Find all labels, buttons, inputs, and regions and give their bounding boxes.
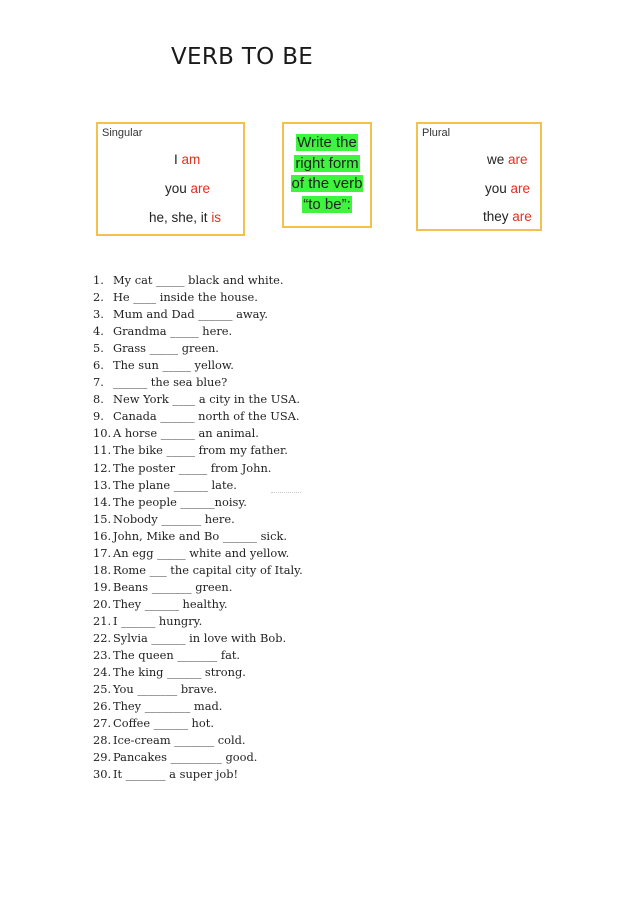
exercise-item [93,545,303,562]
exercise-number: 16. [93,528,112,543]
verb-form: are [512,209,532,224]
exercise-number: 20. [93,596,112,611]
instruction-line: “to be”: [303,195,351,213]
instruction-line: of the verb [291,175,363,192]
exercise-number: 25. [93,682,112,697]
exercise-item [93,596,303,613]
exercise-item [93,681,303,698]
exercise-number: 30. [93,767,112,782]
exercise-number: 5. [93,341,104,356]
pronoun: you [485,181,507,196]
exercise-sentence: New York ____ a city in the USA. [113,392,301,407]
exercise-item [93,749,303,766]
exercise-sentence: Mum and Dad ______ away. [113,307,268,322]
pronoun: they [483,209,509,224]
exercise-item [93,630,303,647]
singular-box [96,122,245,236]
exercise-sentence: They ________ mad. [113,699,223,714]
singular-row [174,152,200,167]
exercise-item [93,562,303,579]
exercise-sentence: The king ______ strong. [113,665,246,680]
verb-form: is [211,210,222,225]
exercise-number: 29. [93,750,112,765]
dotted-mark [271,492,301,494]
exercise-sentence: An egg _____ white and yellow. [113,545,290,560]
exercise-item [93,732,303,749]
exercise-sentence: The plane ______ late. [113,477,237,492]
exercise-item [93,442,303,459]
exercise-item [93,511,303,528]
exercise-sentence: They ______ healthy. [113,596,228,611]
exercise-number: 1. [93,273,104,287]
exercise-number: 8. [93,392,104,407]
exercise-sentence: ______ the sea blue? [113,375,228,390]
exercise-item [93,391,303,408]
exercise-item [93,664,303,681]
exercise-sentence: The people ______noisy. [113,494,247,509]
exercise-number: 9. [93,409,104,424]
exercise-item [93,374,303,391]
exercise-number: 7. [93,375,104,390]
exercise-sentence: Beans _______ green. [113,579,233,594]
exercise-sentence: Sylvia ______ in love with Bob. [113,630,287,645]
exercise-number: 22. [93,630,112,645]
exercise-sentence: The bike _____ from my father. [113,443,288,458]
exercise-item [93,340,303,357]
exercise-item [93,766,303,783]
exercise-item [93,289,303,306]
verb-form: am [181,152,201,167]
verb-form: are [190,181,211,196]
exercise-sentence: Nobody _______ here. [113,511,235,526]
plural-row [483,209,532,224]
singular-row [165,181,210,196]
exercise-sentence: Grass _____ green. [113,341,219,356]
exercise-sentence: He ____ inside the house. [113,290,258,305]
exercise-number: 26. [93,699,112,714]
exercise-sentence: The queen _______ fat. [113,648,241,663]
exercise-number: 24. [93,665,112,680]
page-title: VERB TO BE [171,44,314,70]
pronoun: he, she, it [149,210,208,225]
plural-row [485,181,530,196]
exercise-item [93,579,303,596]
exercise-item [93,715,303,732]
exercise-number: 6. [93,358,104,373]
exercise-item [93,408,303,425]
exercise-item [93,306,303,323]
singular-label: Singular [102,127,143,139]
exercise-item [93,323,303,340]
exercise-number: 11. [93,443,112,458]
instruction-line: Write the [297,134,357,151]
exercise-sentence: Canada ______ north of the USA. [113,409,300,424]
exercise-item [93,357,303,374]
exercise-item [93,272,303,289]
exercise-number: 19. [93,579,112,594]
exercise-item [93,494,303,511]
exercise-number: 3. [93,307,104,322]
singular-row [149,210,221,225]
exercise-sentence: I ______ hungry. [113,613,203,628]
instruction-box [282,122,372,228]
exercise-sentence: Pancakes _________ good. [113,750,258,765]
exercise-sentence: It _______ a super job! [113,767,239,782]
exercise-number: 15. [93,511,112,526]
plural-box [416,122,542,231]
exercise-item [93,647,303,664]
exercise-item [93,528,303,545]
verb-form: are [510,181,531,196]
exercise-number: 14. [93,494,112,509]
exercise-item [93,460,303,477]
pronoun: we [487,152,505,167]
exercise-sentence: My cat _____ black and white. [113,273,284,287]
exercise-number: 23. [93,648,112,663]
exercise-number: 21. [93,613,112,628]
plural-label: Plural [422,127,451,139]
instruction-text [284,133,370,215]
exercise-sentence: Rome ___ the capital city of Italy. [113,562,303,577]
exercise-list [93,272,303,783]
exercise-number: 10. [93,426,112,441]
exercise-item [93,425,303,442]
exercise-number: 18. [93,562,112,577]
exercise-sentence: John, Mike and Bo ______ sick. [113,528,287,543]
instruction-line: right form [295,154,359,172]
exercise-number: 13. [93,477,112,492]
exercise-item [93,698,303,715]
exercise-number: 17. [93,545,112,560]
plural-row [487,152,528,167]
verb-form: are [508,152,528,167]
pronoun: you [165,181,187,196]
exercise-number: 28. [93,733,112,748]
exercise-sentence: A horse ______ an animal. [113,426,259,441]
exercise-number: 2. [93,290,104,305]
exercise-sentence: You _______ brave. [113,682,218,697]
exercise-sentence: Ice-cream _______ cold. [113,733,246,748]
exercise-sentence: The poster _____ from John. [113,460,272,475]
exercise-sentence: Grandma _____ here. [113,324,233,339]
exercise-number: 27. [93,716,112,731]
exercise-sentence: The sun _____ yellow. [113,358,234,373]
exercise-item [93,613,303,630]
pronoun: I [174,152,178,167]
exercise-sentence: Coffee ______ hot. [113,716,214,731]
exercise-number: 4. [93,324,104,339]
exercise-number: 12. [93,460,112,475]
